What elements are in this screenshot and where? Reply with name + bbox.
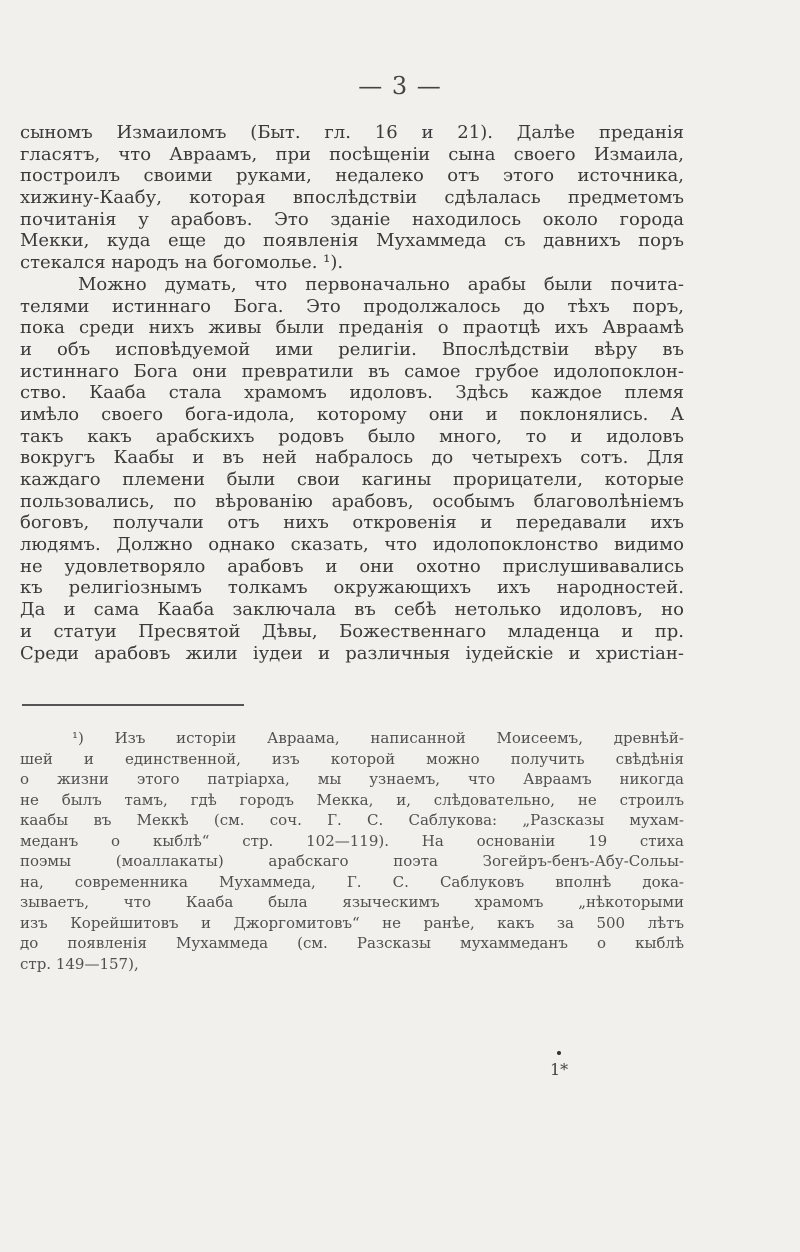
text-line: такъ какъ арабскихъ родовъ было много, то и идоловъ (20, 425, 684, 447)
footnote-line: до появленія Мухаммеда (см. Разсказы мухаммеданъ о кыблѣ (20, 934, 684, 952)
footnote-line: поэмы (моаллакаты) арабскаго поэта Зогейръ-бенъ-Абу-Сольы- (20, 852, 684, 870)
text-line: почитанія у арабовъ. Это зданіе находилось около города (20, 208, 684, 230)
text-line: къ религіознымъ толкамъ окружающихъ ихъ народностей. (20, 577, 684, 599)
text-line: пользовались, по вѣрованію арабовъ, особымъ благоволѣніемъ (20, 490, 684, 512)
footnote-divider (22, 704, 244, 706)
text-line: хижину-Каабу, которая впослѣдствіи сдѣлалась предметомъ (20, 187, 684, 209)
printer-mark (557, 1051, 561, 1055)
text-line: боговъ, получали отъ нихъ откровенія и передавали ихъ (20, 512, 684, 534)
text-line: гласятъ, что Авраамъ, при посѣщеніи сына своего Измаила, (20, 143, 684, 165)
text-line: сыномъ Измаиломъ (Быт. гл. 16 и 21). Далѣе преданія (20, 122, 684, 143)
footnote-line: каабы въ Меккѣ (см. соч. Г. С. Саблукова: „Разсказы мухам- (20, 811, 684, 829)
text-line: Мекки, куда еще до появленія Мухаммеда съ давнихъ поръ (20, 230, 684, 252)
footnote-line: меданъ о кыблѣ“ стр. 102—119). На основаніи 19 стиха (20, 831, 684, 850)
footnote-line: стр. 149—157), (20, 954, 139, 973)
text-line: истиннаго Бога они превратили въ самое грубое идолопоклон- (20, 360, 684, 382)
footnote-line: изъ Корейшитовъ и Джоргомитовъ“ не ранѣе, какъ за 500 лѣтъ (20, 913, 684, 932)
signature-mark: 1* (550, 1060, 569, 1079)
text-line: ство. Кааба стала храмомъ идоловъ. Здѣсь каждое племя (20, 382, 684, 404)
footnote-line: на, современника Мухаммеда, Г. С. Саблуковъ вполнѣ дока- (20, 872, 684, 891)
text-line: пока среди нихъ живы были преданія о праотцѣ ихъ Авраамѣ (20, 317, 684, 339)
text-line: Да и сама Кааба заключала въ себѣ нетолько идоловъ, но (20, 599, 684, 621)
page-number: — 3 — (358, 72, 442, 100)
text-line: людямъ. Должно однако сказать, что идолопоклонство видимо (20, 534, 684, 556)
footnote (20, 728, 684, 974)
text-line: имѣло своего бога-идола, которому они и поклонялись. А (20, 403, 684, 425)
text-line: не удовлетворяло арабовъ и они охотно прислушивавались (20, 555, 684, 577)
footnote-line: зываетъ, что Кааба была языческимъ храмомъ „нѣкоторыми (20, 893, 684, 911)
main-text (20, 122, 684, 664)
text-line: Среди арабовъ жили іудеи и различныя іудейскіе и христіан- (20, 642, 684, 664)
text-line: построилъ своими руками, недалеко отъ этого источника, (20, 165, 684, 187)
text-line: каждаго племени были свои кагины прорицатели, которые (20, 469, 684, 490)
text-line: и объ исповѣдуемой ими религіи. Впослѣдствіи вѣру въ (20, 338, 684, 360)
text-line: вокругъ Каабы и въ ней набралось до четырехъ сотъ. Для (20, 447, 684, 469)
text-line: стекался народъ на богомолье. ¹). (20, 252, 344, 274)
footnote-line: не былъ тамъ, гдѣ городъ Мекка, и, слѣдовательно, не строилъ (20, 790, 684, 809)
footnote-line: о жизни этого патріарха, мы узнаемъ, что Авраамъ никогда (20, 770, 684, 788)
text-line: и статуи Пресвятой Дѣвы, Божественнаго младенца и пр. (20, 620, 684, 642)
text-line: телями истиннаго Бога. Это продолжалось до тѣхъ поръ, (20, 295, 684, 317)
footnote-line: ¹) Изъ исторіи Авраама, написанной Моисеемъ, древнѣй- (72, 729, 684, 747)
footnote-line: шей и единственной, изъ которой можно получить свѣдѣнія (20, 749, 684, 768)
text-line: Можно думать, что первоначально арабы были почита- (78, 273, 684, 295)
